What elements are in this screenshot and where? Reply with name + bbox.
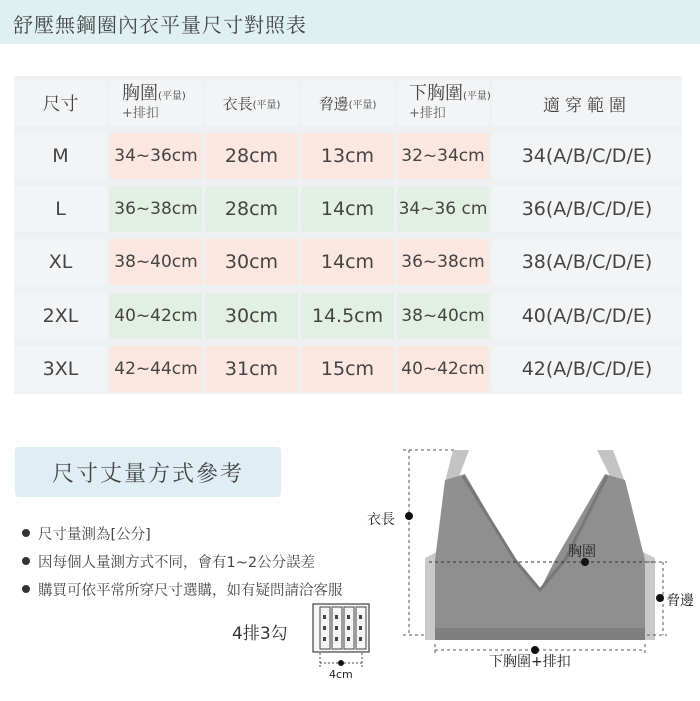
page-title: 舒壓無鋼圈內衣平量尺寸對照表 xyxy=(13,13,307,37)
cell-underbust: 32~34cm xyxy=(397,133,489,179)
bullet-icon xyxy=(22,557,30,565)
cell-chest: 40~42cm xyxy=(110,293,202,339)
cell-length: 28cm xyxy=(205,186,298,232)
cell-fit: 38(A/B/C/D/E) xyxy=(492,239,682,285)
list-item: 因每個人量測方式不同，會有1~2公分誤差 xyxy=(22,547,343,575)
cell-chest: 38~40cm xyxy=(110,239,202,285)
cell-underbust: 34~36 cm xyxy=(397,186,489,232)
cell-fit: 34(A/B/C/D/E) xyxy=(492,133,682,179)
cell-fit: 36(A/B/C/D/E) xyxy=(492,186,682,232)
bra-diagram xyxy=(395,440,685,670)
hook-label: 4排3勾 xyxy=(232,624,288,644)
cell-size: 3XL xyxy=(14,346,107,392)
cell-side: 15cm xyxy=(301,346,394,392)
cell-size: 2XL xyxy=(14,293,107,339)
length-label: 衣長 xyxy=(367,512,395,528)
bullet-icon xyxy=(22,529,30,537)
chest-label: 胸圍 xyxy=(568,544,596,560)
cell-length: 30cm xyxy=(205,293,298,339)
cell-side: 14.5cm xyxy=(301,293,394,339)
cell-chest: 34~36cm xyxy=(110,133,202,179)
title-bar xyxy=(0,0,700,44)
cell-size: XL xyxy=(14,239,107,285)
header-side: 脅邊 (平量) xyxy=(301,80,394,126)
cell-side: 14cm xyxy=(301,186,394,232)
cell-length: 28cm xyxy=(205,133,298,179)
method-title: 尺寸丈量方式參考 xyxy=(15,447,281,497)
cell-size: L xyxy=(14,186,107,232)
table-row xyxy=(14,133,682,179)
cell-chest: 42~44cm xyxy=(110,346,202,392)
table-row xyxy=(14,293,682,339)
table-row xyxy=(14,346,682,392)
bullet-icon xyxy=(22,585,30,593)
size-table xyxy=(14,76,682,394)
hook-width-label: 4cm xyxy=(329,668,353,681)
header-chest: 胸圍(平量) +排扣 xyxy=(110,80,202,126)
cell-underbust: 40~42cm xyxy=(397,346,489,392)
cell-fit: 40(A/B/C/D/E) xyxy=(492,293,682,339)
table-header-row xyxy=(14,80,682,126)
underbust-label: 下胸圍+排扣 xyxy=(489,654,571,670)
cell-side: 14cm xyxy=(301,239,394,285)
cell-length: 30cm xyxy=(205,239,298,285)
table-row xyxy=(14,239,682,285)
table-row xyxy=(14,186,682,232)
cell-underbust: 38~40cm xyxy=(397,293,489,339)
header-underbust: 下胸圍(平量) +排扣 xyxy=(397,80,489,126)
notes-list xyxy=(22,519,343,603)
cell-side: 13cm xyxy=(301,133,394,179)
header-fit: 適穿範圍 xyxy=(492,80,682,126)
list-item: 尺寸量測為[公分] xyxy=(22,519,343,547)
cell-length: 31cm xyxy=(205,346,298,392)
cell-chest: 36~38cm xyxy=(110,186,202,232)
cell-underbust: 36~38cm xyxy=(397,239,489,285)
list-item: 購買可依平常所穿尺寸選購，如有疑問請洽客服 xyxy=(22,575,343,603)
header-length: 衣長 (平量) xyxy=(205,80,298,126)
header-size: 尺寸 xyxy=(14,80,107,126)
side-label: 脅邊 xyxy=(666,593,694,609)
cell-fit: 42(A/B/C/D/E) xyxy=(492,346,682,392)
cell-size: M xyxy=(14,133,107,179)
